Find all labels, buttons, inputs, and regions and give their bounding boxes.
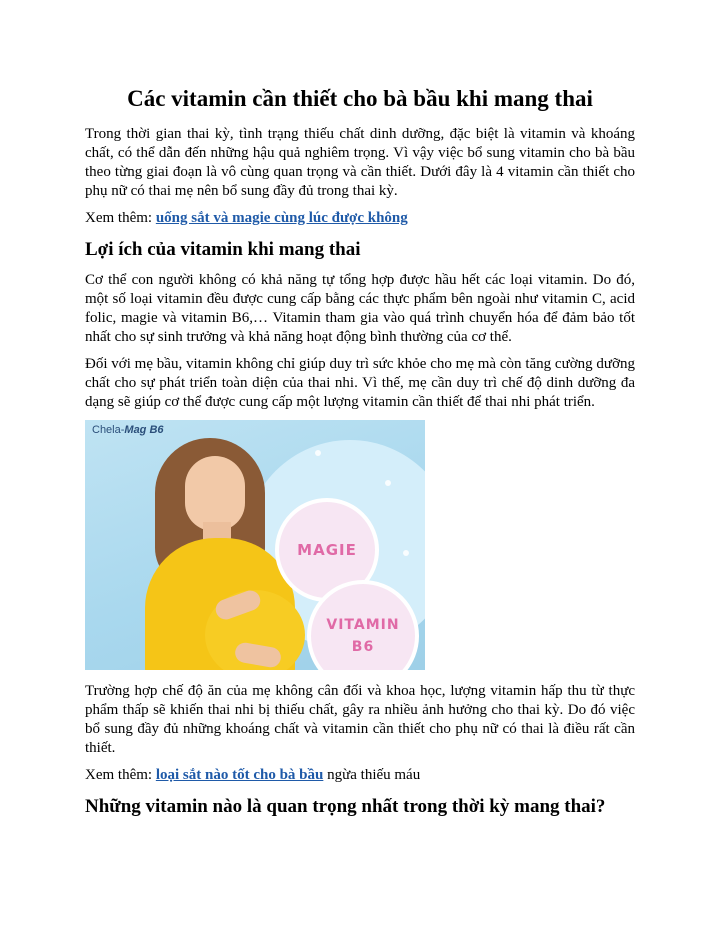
section-1-paragraph-2: Đối với mẹ bầu, vitamin không chỉ giúp duy trì sức khỏe cho mẹ mà còn tăng cường dưỡng chất cho sự phát triển toàn diện của thai nhi. Vì thế, mẹ cần duy trì chế độ dinh dưỡng đa dạng sẽ giúp cơ thể được cung cấp một lượng vitamin cần thiết để thai nhi phát triển. — [85, 356, 635, 410]
pregnancy-vitamin-image — [85, 420, 425, 670]
see-also-1-link[interactable]: uống sắt và magie cùng lúc được không — [155, 210, 408, 226]
see-also-2-suffix: ngừa thiếu máu — [323, 767, 421, 783]
see-also-2-prefix: Xem thêm: — [85, 767, 156, 783]
see-also-1 — [85, 209, 635, 228]
sparkle-dot — [403, 550, 409, 556]
document-content — [85, 84, 635, 828]
brand-logo: Chela-Mag B6 — [92, 424, 164, 436]
see-also-2-link[interactable]: loại sắt nào tốt cho bà bầu — [155, 767, 324, 783]
see-also-2 — [85, 766, 635, 785]
section-1-heading: Lợi ích của vitamin khi mang thai — [85, 239, 361, 260]
page-title: Các vitamin cần thiết cho bà bầu khi mang thai — [127, 86, 593, 111]
intro-paragraph: Trong thời gian thai kỳ, tình trạng thiếu chất dinh dưỡng, đặc biệt là vitamin và khoáng chất, có thể dẫn đến những hậu quả nghiêm trọng. Vì vậy việc bổ sung vitamin cho bà bầu theo từng giai đoạn là vô cùng quan trọng và cần thiết. Dưới đây là 4 vitamin cần thiết cho phụ nữ có thai mẹ nên bổ sung đầy đủ trong thai kỳ. — [85, 126, 635, 199]
magie-bubble: MAGIE — [275, 498, 379, 602]
section-2-heading: Những vitamin nào là quan trọng nhất trong thời kỳ mang thai? — [85, 796, 606, 817]
see-also-1-prefix: Xem thêm: — [85, 210, 156, 226]
vitamin-b6-bubble: VITAMIN B6 — [307, 580, 419, 670]
section-1-paragraph-1: Cơ thể con người không có khả năng tự tổng hợp được hầu hết các loại vitamin. Do đó, một số loại vitamin đều được cung cấp bằng các thực phẩm bên ngoài như vitamin C, acid folic, magie và vitamin B6,… Vitamin tham gia vào quá trình chuyển hóa để đảm bảo tốt nhất cho sự sinh trưởng và khả năng hoạt động bình thường của cơ thể. — [85, 272, 635, 345]
paragraph-after-image: Trường hợp chế độ ăn của mẹ không cân đối và khoa học, lượng vitamin hấp thu từ thực phẩm thấp sẽ khiến thai nhi bị thiếu chất, gây ra nhiều ảnh hưởng cho thai kỳ. Do đó việc bổ sung đầy đủ những khoáng chất và vitamin cần thiết cho phụ nữ có thai là điều rất cần thiết. — [85, 683, 635, 756]
sparkle-dot — [385, 480, 391, 486]
sparkle-dot — [315, 450, 321, 456]
woman-face — [185, 456, 245, 531]
